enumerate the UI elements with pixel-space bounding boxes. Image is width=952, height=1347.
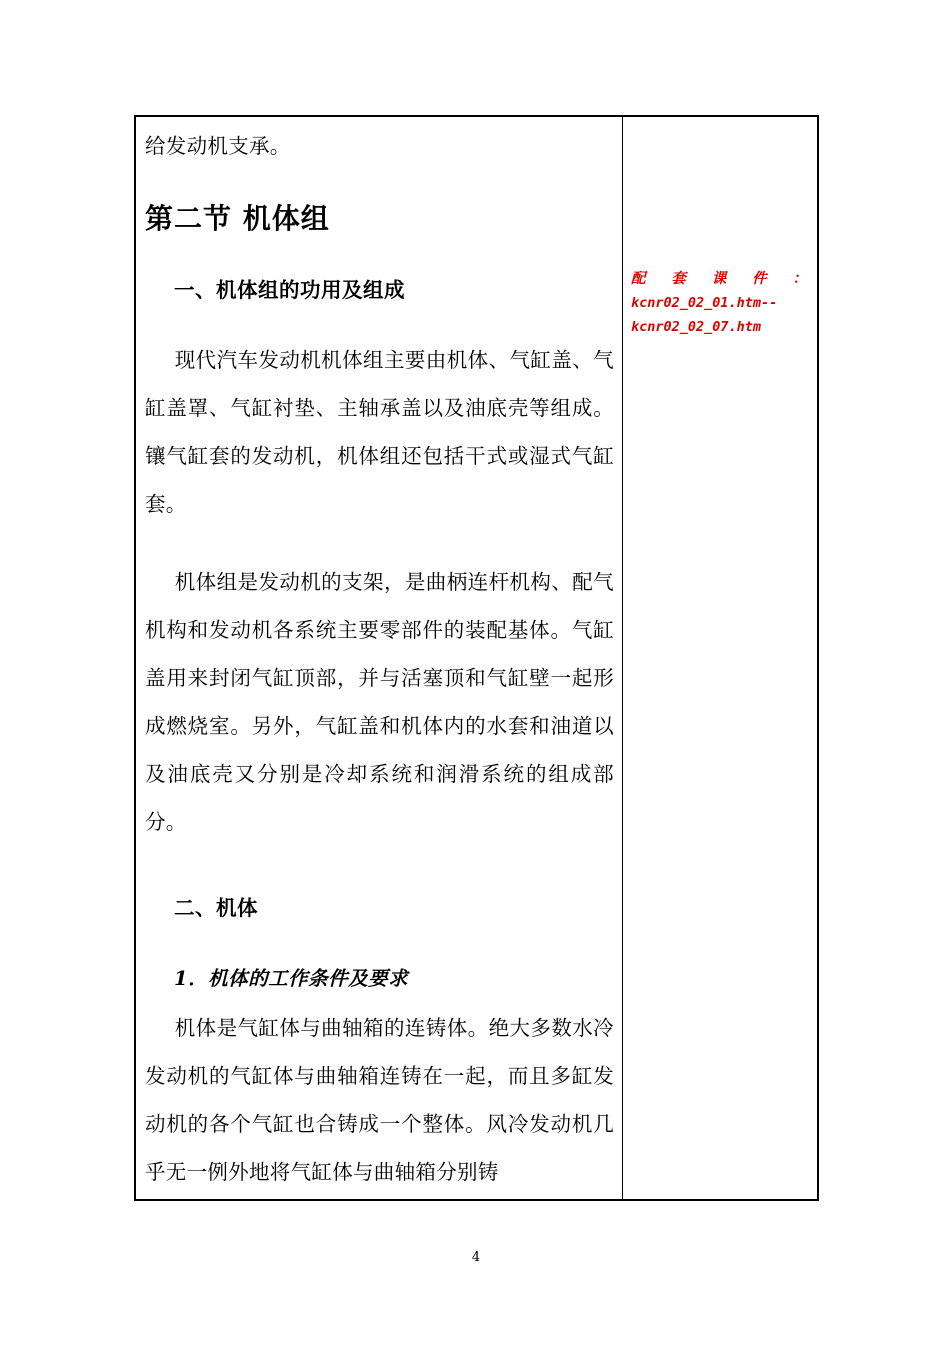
paragraph-role: 机体组是发动机的支架，是曲柄连杆机构、配气机构和发动机各系统主要零部件的装配基体。气缸盖用来封闭气缸顶部，并与活塞顶和气缸壁一起形成燃烧室。另外，气缸盖和机体内的水套和油道以及油底壳又分别是冷却系统和润滑系统的组成部分。: [145, 570, 614, 834]
side-notes-column: [623, 117, 817, 1199]
section-title: 第二节 机体组: [145, 202, 330, 235]
paragraph-block-description: 机体是气缸体与曲轴箱的连铸体。绝大多数水冷发动机的气缸体与曲轴箱连铸在一起，而且多缸发动机的各个气缸也合铸成一个整体。风冷发动机几乎无一例外地将气缸体与曲轴箱分别铸: [145, 1016, 614, 1184]
paragraph-composition: 现代汽车发动机机体组主要由机体、气缸盖、气缸盖罩、气缸衬垫、主轴承盖以及油底壳等组成。镶气缸套的发动机，机体组还包括干式或湿式气缸套。: [145, 348, 614, 516]
main-text-column: [136, 117, 623, 1199]
courseware-label-char: 件: [752, 271, 767, 287]
courseware-label: [631, 267, 807, 291]
courseware-link-end[interactable]: kcnr02_02_07.htm: [631, 319, 762, 335]
courseware-reference: [631, 267, 811, 339]
heading-working-conditions: 1．机体的工作条件及要求: [174, 967, 409, 990]
courseware-label-char: 课: [711, 271, 727, 287]
continued-paragraph-line: 给发动机支承。: [145, 134, 291, 158]
content-table: [134, 115, 819, 1201]
heading-function-composition: 一、机体组的功用及组成: [174, 278, 405, 302]
heading-engine-block: 二、机体: [174, 896, 258, 920]
courseware-link-start[interactable]: kcnr02_02_01.htm--: [631, 295, 778, 311]
page-number: 4: [471, 1250, 481, 1265]
courseware-label-char: 配: [631, 271, 646, 287]
courseware-label-char: 套: [671, 271, 686, 287]
courseware-label-char: ：: [792, 271, 807, 287]
